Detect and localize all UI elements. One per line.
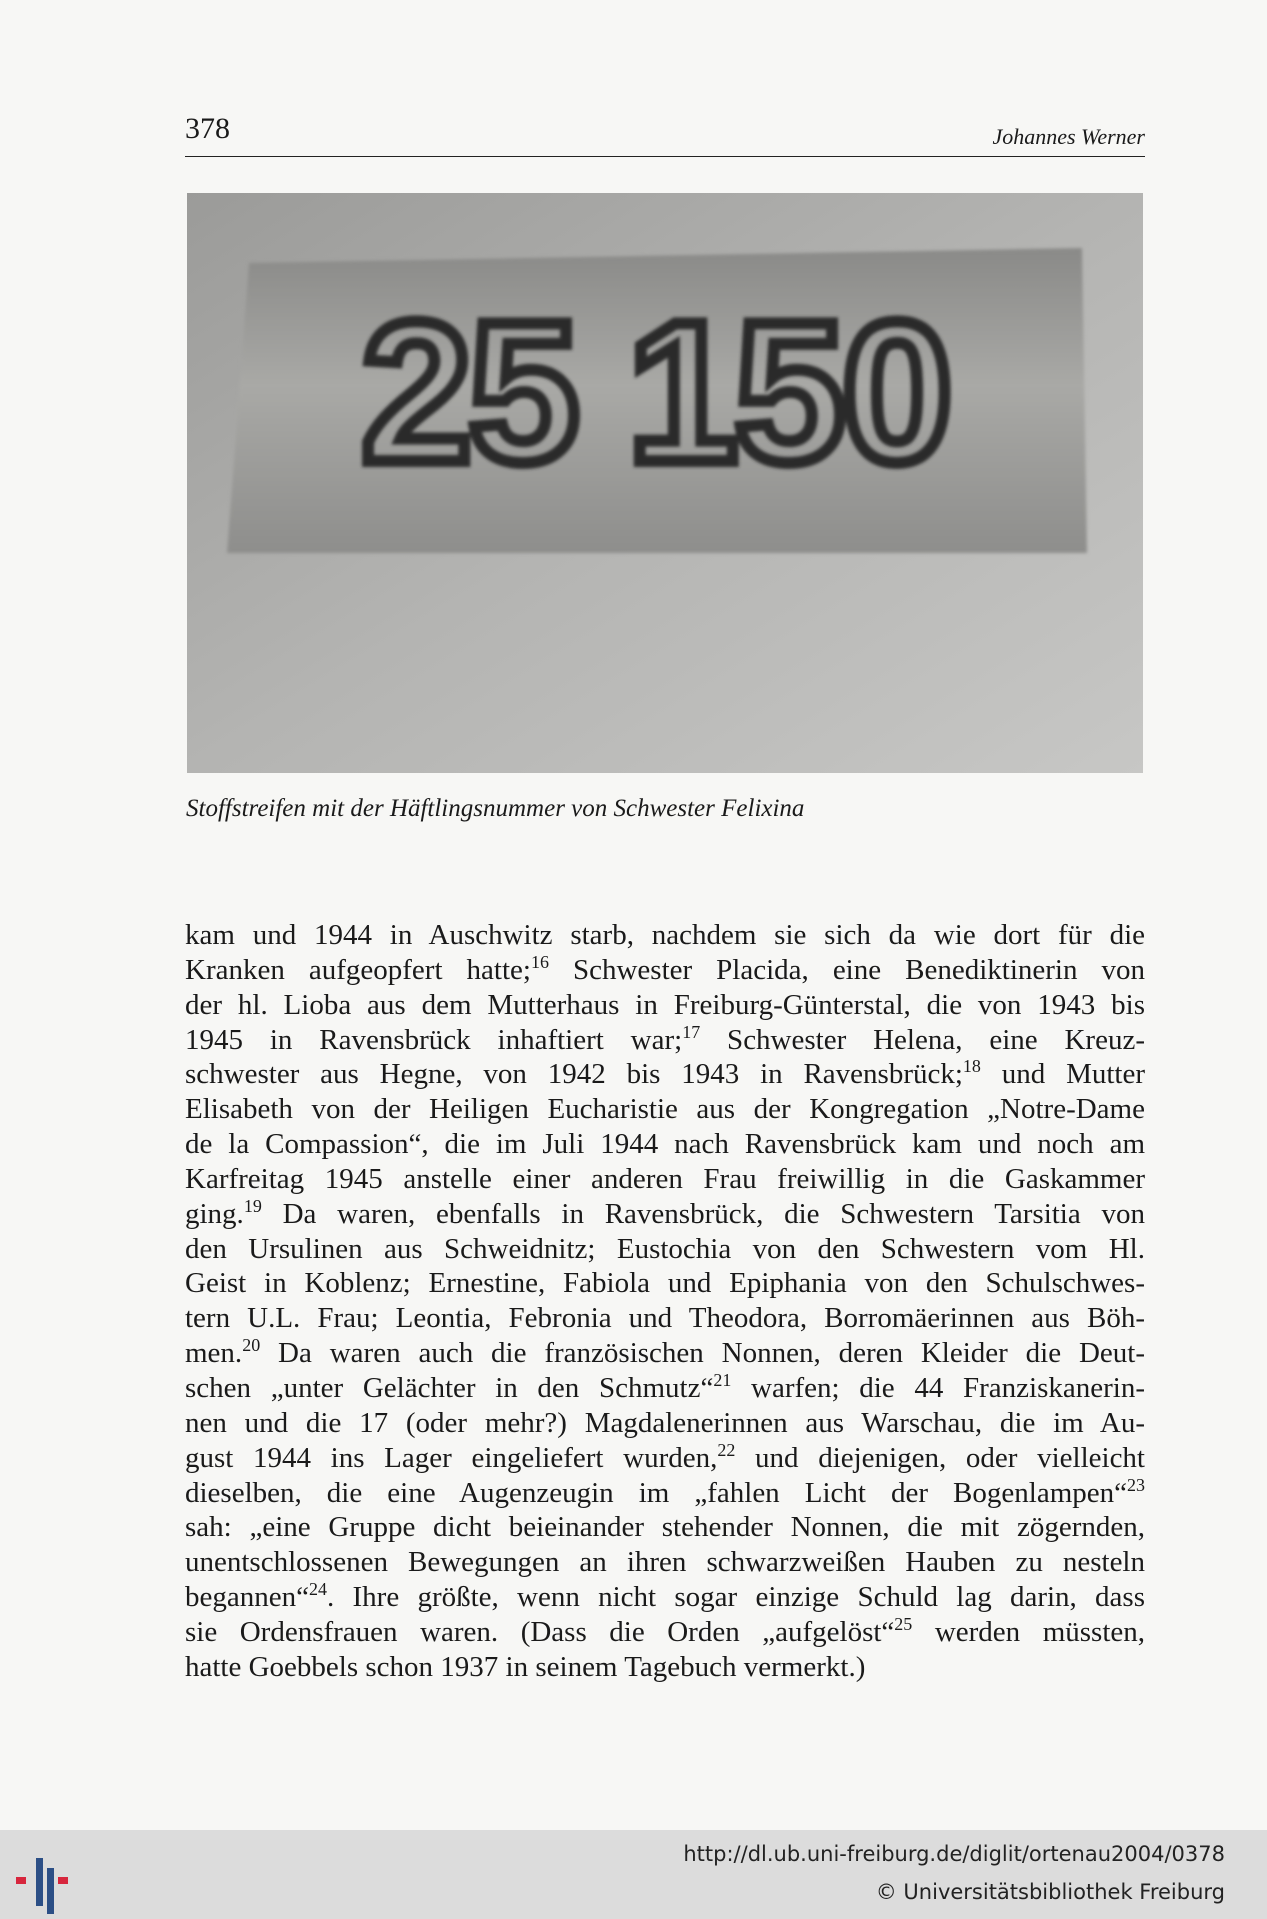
text-segment: den Ursulinen aus Schweidnitz; Eustochia von den Schwestern vom Hl. [185, 1232, 1145, 1265]
text-segment: Geist in Koblenz; Ernestine, Fabiola und Epiphania von den Schulschwes- [185, 1267, 1145, 1300]
text-segment: dieselben, die eine Augenzeugin im „fahlen Licht der Bogenlampen“ [185, 1476, 1127, 1509]
footer-url-link[interactable]: http://dl.ub.uni-freiburg.de/diglit/ortenau2004/0378 [683, 1842, 1225, 1866]
footer-bar [0, 1830, 1267, 1919]
text-segment: sah: „eine Gruppe dicht beieinander stehender Nonnen, die mit zögernden, [185, 1511, 1145, 1544]
text-segment: Kranken aufgeopfert hatte; [185, 953, 531, 986]
text-line [185, 918, 1145, 953]
text-segment: der hl. Lioba aus dem Mutterhaus in Freiburg-Günterstal, die von 1943 bis [185, 988, 1145, 1021]
text-segment: . Ihre größte, wenn nicht sogar einzige Schuld lag darin, dass [327, 1581, 1145, 1614]
footnote-marker: 20 [242, 1335, 261, 1356]
footnote-marker: 18 [962, 1056, 981, 1077]
text-line [185, 1023, 1145, 1058]
footnote-marker: 22 [717, 1439, 736, 1460]
text-line [185, 1336, 1145, 1371]
text-segment: Schwester Helena, eine Kreuz- [700, 1023, 1145, 1056]
text-segment: tern U.L. Frau; Leontia, Febronia und Theodora, Borromäerinnen aus Böh- [185, 1302, 1145, 1335]
text-segment: de la Compassion“, die im Juli 1944 nach Ravensbrück kam und noch am [185, 1128, 1145, 1161]
text-segment: men. [185, 1337, 243, 1370]
footnote-marker: 21 [713, 1369, 732, 1390]
footer-copyright: © Universitätsbibliothek Freiburg [875, 1880, 1225, 1904]
text-segment: werden müssten, [912, 1615, 1146, 1648]
footnote-marker: 25 [894, 1613, 913, 1634]
text-segment: sie Ordensfrauen waren. (Dass die Orden „aufgelöst“ [185, 1615, 895, 1648]
text-line [185, 1232, 1145, 1267]
body-text [185, 918, 1145, 1685]
footnote-marker: 17 [682, 1021, 701, 1042]
text-line [185, 988, 1145, 1023]
footnote-marker: 24 [309, 1579, 327, 1600]
library-logo-icon [14, 1844, 84, 1914]
text-segment: 1945 in Ravensbrück inhaftiert war; [185, 1023, 683, 1056]
text-line [185, 953, 1145, 988]
text-line [185, 1406, 1145, 1441]
footnote-marker: 23 [1127, 1474, 1145, 1495]
text-line [185, 1197, 1145, 1232]
text-line [185, 1650, 1145, 1685]
text-line [185, 1476, 1145, 1511]
text-segment: begannen“ [185, 1581, 309, 1614]
text-segment: unentschlossenen Bewegungen an ihren schwarzweißen Hauben zu nesteln [185, 1546, 1145, 1579]
text-line [185, 1510, 1145, 1545]
running-head-author: Johannes Werner [992, 124, 1145, 149]
text-segment: nen und die 17 (oder mehr?) Magdalenerinnen aus Warschau, die im Au- [185, 1406, 1145, 1439]
text-segment: Schwester Placida, eine Benediktinerin von [548, 953, 1146, 986]
text-segment: hatte Goebbels schon 1937 in seinem Tagebuch vermerkt.) [185, 1650, 866, 1683]
text-segment: Karfreitag 1945 anstelle einer anderen Frau freiwillig in die Gaskammer [185, 1162, 1145, 1195]
text-line [185, 1162, 1145, 1197]
text-line [185, 1266, 1145, 1301]
photo-graphic [187, 193, 1143, 773]
text-line [185, 1092, 1145, 1127]
text-segment: schen „unter Gelächter in den Schmutz“ [185, 1371, 714, 1404]
text-segment: und diejenigen, oder vielleicht [735, 1441, 1145, 1474]
text-line [185, 1580, 1145, 1615]
footnote-marker: 16 [530, 951, 549, 972]
text-segment: schwester aus Hegne, von 1942 bis 1943 in Ravensbrück; [185, 1058, 963, 1091]
text-segment: kam und 1944 in Auschwitz starb, nachdem sie sich da wie dort für die [185, 919, 1145, 951]
patch-number: 25 150 [361, 281, 949, 504]
text-line [185, 1127, 1145, 1162]
text-line [185, 1545, 1145, 1580]
page-header [185, 112, 1145, 157]
footnote-marker: 19 [243, 1195, 262, 1216]
text-segment: Elisabeth von der Heiligen Eucharistie aus der Kongregation „Notre-Dame [185, 1093, 1145, 1126]
text-line [185, 1057, 1145, 1092]
text-segment: ging. [185, 1197, 244, 1230]
text-segment: warfen; die 44 Franziskanerin- [731, 1371, 1145, 1404]
fabric-strip-photo [187, 193, 1143, 773]
text-line [185, 1371, 1145, 1406]
text-segment: und Mutter [980, 1058, 1146, 1091]
text-segment: Da waren auch die französischen Nonnen, deren Kleider die Deut- [260, 1337, 1145, 1370]
text-line [185, 1615, 1145, 1650]
text-line [185, 1301, 1145, 1336]
text-line [185, 1441, 1145, 1476]
text-segment: Da waren, ebenfalls in Ravensbrück, die Schwestern Tarsitia von [261, 1197, 1145, 1230]
page-number: 378 [185, 112, 230, 145]
figure-caption: Stoffstreifen mit der Häftlingsnummer von Schwester Felixina [186, 795, 805, 822]
text-segment: gust 1944 ins Lager eingeliefert wurden, [185, 1441, 718, 1474]
